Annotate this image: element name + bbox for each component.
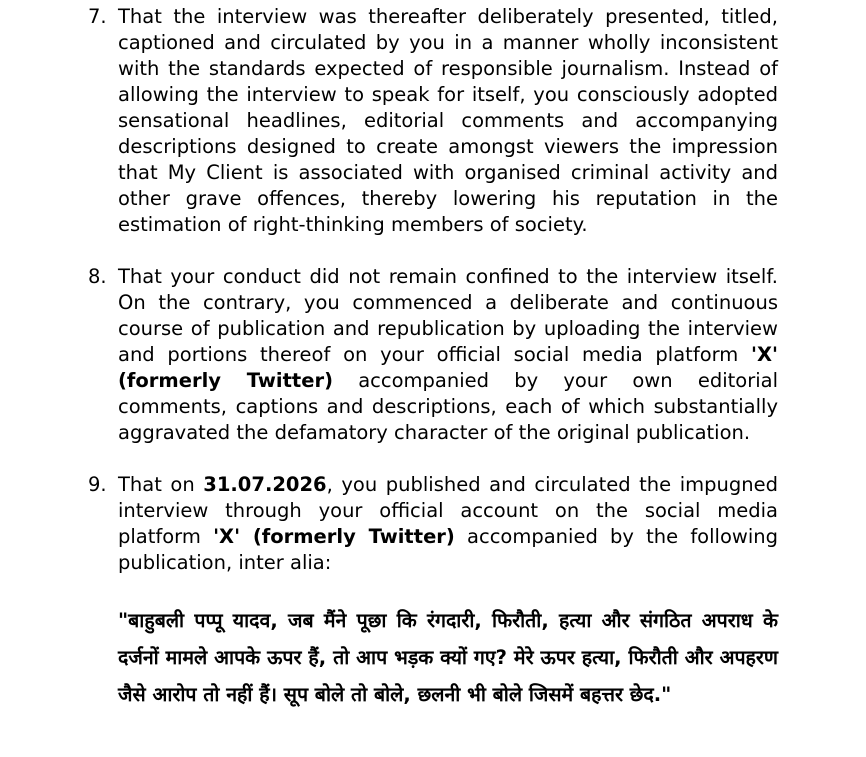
paragraph-number: 9. xyxy=(88,473,107,496)
text-segment: That on xyxy=(118,473,204,496)
text-segment: accompanied by your own editorial comments, captions and descriptions, each of which substantially aggravated the defamatory character of the original publication. xyxy=(118,369,778,444)
paragraph-7 xyxy=(88,4,778,238)
paragraph-number: 8. xyxy=(88,265,107,288)
paragraph-number: 7. xyxy=(88,5,107,28)
bold-platform-name: 'X' (formerly Twitter) xyxy=(118,343,778,392)
paragraph-text: That the interview was thereafter deliberately presented, titled, captioned and circulated by you in a manner wholly inconsistent with the standards expected of responsible journalism. Instead of allowing the interview to speak for itself, you consciously adopted sensational headlines, editorial comments and accompanying descriptions designed to create amongst viewers the impression that My Client is associated with organised criminal activity and other grave offences, thereby lowering his reputation in the estimation of right-thinking members of society. xyxy=(118,5,778,236)
bold-date: 31.07.2026 xyxy=(203,473,327,496)
text-segment: , you published and circulated the impugned interview through your official account on the social media platform xyxy=(118,473,778,548)
paragraph-text xyxy=(118,264,778,446)
paragraph-text xyxy=(118,472,778,576)
text-segment: That your conduct did not remain confined to the interview itself. On the contrary, you commenced a deliberate and continuous course of publication and republication by uploading the interview and portions thereof on your official social media platform xyxy=(118,265,778,366)
bold-platform-name: 'X' (formerly Twitter) xyxy=(213,525,455,548)
paragraph-8 xyxy=(88,264,778,446)
numbered-paragraphs xyxy=(88,4,778,576)
text-segment: accompanied by the following publication, inter alia: xyxy=(118,525,778,574)
paragraph-9 xyxy=(88,472,778,576)
hindi-quote: "बाहुबली पप्पू यादव, जब मैंने पूछा कि रंगदारी, फिरौती, हत्या और संगठित अपराध के दर्जनों मामले आपके ऊपर हैं, तो आप भड़क क्यों गए? मेरे ऊपर हत्या, फिरौती और अपहरण जैसे आरोप तो नहीं हैं। सूप बोले तो बोले, छलनी भी बोले जिसमें बहत्तर छेद." xyxy=(118,609,778,706)
